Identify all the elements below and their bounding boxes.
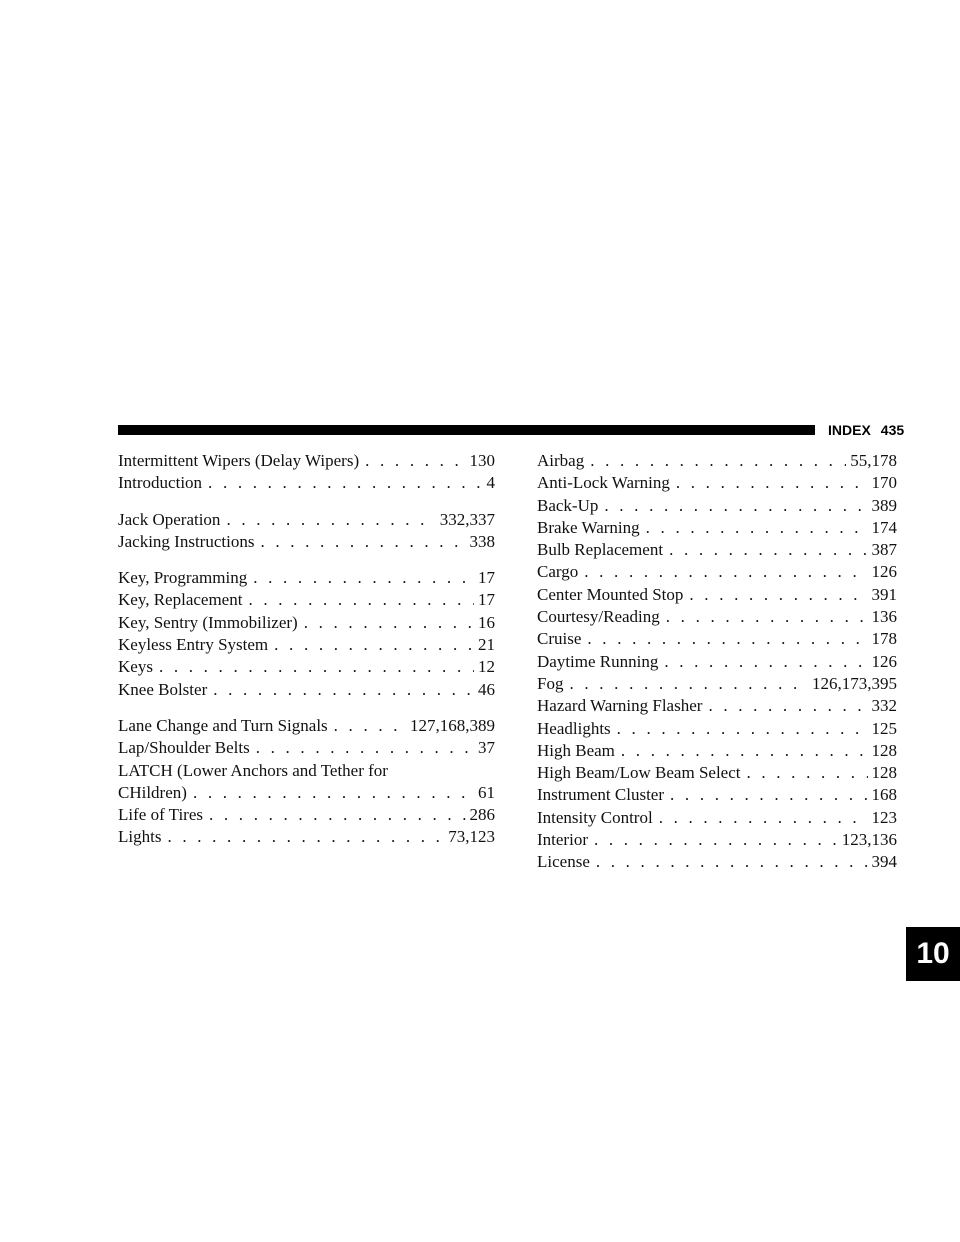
index-page-ref: 123 xyxy=(871,807,897,827)
index-term: Instrument Cluster xyxy=(537,785,665,805)
index-term: Jacking Instructions xyxy=(118,531,255,551)
dot-leader xyxy=(209,804,466,826)
running-header xyxy=(828,420,904,440)
index-entry xyxy=(537,784,897,806)
dot-leader xyxy=(669,539,867,561)
index-term: Keyless Entry System xyxy=(118,635,269,655)
index-term: Anti-Lock Warning xyxy=(537,473,670,493)
dot-leader xyxy=(670,784,867,806)
index-term: CHildren) xyxy=(118,782,187,802)
index-term: Daytime Running xyxy=(537,651,659,671)
index-entry xyxy=(118,472,495,494)
index-term: Cargo xyxy=(537,562,579,582)
index-term: Lap/Shoulder Belts xyxy=(118,738,250,758)
dot-leader xyxy=(604,495,867,517)
index-term: Jack Operation xyxy=(118,509,221,529)
index-term: Interior xyxy=(537,830,588,850)
index-page-ref: 332,337 xyxy=(439,509,495,529)
index-term: Center Mounted Stop xyxy=(537,584,684,604)
index-page-ref: 21 xyxy=(478,635,495,655)
index-entry xyxy=(537,606,897,628)
index-term: Back-Up xyxy=(537,495,599,515)
index-entry xyxy=(537,695,897,717)
index-page-ref: 168 xyxy=(871,785,897,805)
index-term: Life of Tires xyxy=(118,805,203,825)
index-page-ref: 332 xyxy=(871,696,897,716)
index-term: Brake Warning xyxy=(537,517,640,537)
dot-leader xyxy=(213,679,474,701)
index-entry xyxy=(537,584,897,606)
dot-leader xyxy=(193,782,474,804)
index-page-ref: 12 xyxy=(478,657,495,677)
index-page-ref: 17 xyxy=(478,568,495,588)
index-entry xyxy=(537,740,897,762)
index-entry xyxy=(118,782,495,804)
index-page-ref: 46 xyxy=(478,679,495,699)
index-page-ref: 123,136 xyxy=(841,830,897,850)
index-entry xyxy=(118,679,495,701)
index-entry xyxy=(537,539,897,561)
dot-leader xyxy=(334,715,406,737)
dot-leader xyxy=(274,634,474,656)
index-term: Key, Programming xyxy=(118,568,248,588)
index-page-ref: 136 xyxy=(871,607,897,627)
dot-leader xyxy=(664,651,867,673)
index-entry xyxy=(118,509,495,531)
index-entry xyxy=(118,567,495,589)
dot-leader xyxy=(587,628,867,650)
index-page-ref: 128 xyxy=(871,763,897,783)
index-term: Knee Bolster xyxy=(118,679,208,699)
dot-leader xyxy=(208,472,482,494)
dot-leader xyxy=(260,531,465,553)
group-spacer xyxy=(118,701,495,715)
index-entry xyxy=(537,829,897,851)
dot-leader xyxy=(666,606,868,628)
index-term: Key, Sentry (Immobilizer) xyxy=(118,612,298,632)
index-entry xyxy=(537,807,897,829)
index-page-ref: 125 xyxy=(871,718,897,738)
index-page-ref: 55,178 xyxy=(850,451,897,470)
index-page-ref: 128 xyxy=(871,740,897,760)
index-page-ref: 389 xyxy=(871,495,897,515)
index-term: Hazard Warning Flasher xyxy=(537,696,703,716)
index-entry xyxy=(537,517,897,539)
group-spacer xyxy=(118,553,495,567)
index-page-ref: 130 xyxy=(469,451,495,470)
index-term: Cruise xyxy=(537,629,582,649)
index-page-ref: 126,173,395 xyxy=(812,673,897,693)
index-page-ref: 17 xyxy=(478,590,495,610)
index-term: Keys xyxy=(118,657,153,677)
index-entry xyxy=(118,589,495,611)
index-page-ref: 174 xyxy=(871,517,897,537)
index-entry xyxy=(118,715,495,737)
index-page-ref: 170 xyxy=(871,473,897,493)
index-page-ref: 391 xyxy=(871,584,897,604)
dot-leader xyxy=(253,567,474,589)
index-term: High Beam xyxy=(537,740,615,760)
index-entry xyxy=(537,673,897,695)
index-entry xyxy=(118,531,495,553)
index-entry xyxy=(537,651,897,673)
dot-leader xyxy=(256,737,474,759)
index-page-ref: 127,168,389 xyxy=(410,715,495,735)
header-rule xyxy=(118,425,815,435)
page-number: 435 xyxy=(880,422,905,438)
dot-leader xyxy=(226,509,435,531)
dot-leader xyxy=(708,695,867,717)
index-page-ref: 387 xyxy=(871,540,897,560)
dot-leader xyxy=(596,851,868,873)
index-entry xyxy=(537,450,897,472)
index-term: High Beam/Low Beam Select xyxy=(537,763,741,783)
index-entry xyxy=(118,826,495,848)
index-entry xyxy=(118,737,495,759)
dot-leader xyxy=(304,612,474,634)
index-term: Intensity Control xyxy=(537,807,653,827)
index-page-ref: 338 xyxy=(469,531,495,551)
index-page-ref: 4 xyxy=(486,473,495,493)
index-term: License xyxy=(537,852,590,872)
index-term: Airbag xyxy=(537,451,585,470)
index-page-ref: 286 xyxy=(469,805,495,825)
section-title: INDEX xyxy=(828,422,871,438)
index-page-ref: 61 xyxy=(478,782,495,802)
index-term: Introduction xyxy=(118,473,203,493)
index-term: Fog xyxy=(537,673,564,693)
index-page-ref: 37 xyxy=(478,738,495,758)
index-entry xyxy=(537,762,897,784)
index-term: Bulb Replacement xyxy=(537,540,664,560)
index-entry xyxy=(537,472,897,494)
index-entry xyxy=(537,495,897,517)
index-term: Headlights xyxy=(537,718,611,738)
index-entry xyxy=(537,851,897,873)
index-entry xyxy=(118,450,495,472)
index-column-right xyxy=(537,450,897,874)
index-term: Lane Change and Turn Signals xyxy=(118,715,328,735)
dot-leader xyxy=(646,517,868,539)
dot-leader xyxy=(584,561,867,583)
index-term: LATCH (Lower Anchors and Tether for xyxy=(118,760,388,780)
index-entry xyxy=(118,634,495,656)
index-page-ref: 394 xyxy=(871,852,897,872)
index-entry xyxy=(537,561,897,583)
index-term: Lights xyxy=(118,827,162,847)
index-entry xyxy=(118,760,495,782)
index-entry xyxy=(537,628,897,650)
dot-leader xyxy=(590,450,846,472)
dot-leader xyxy=(159,656,474,678)
index-page-ref: 126 xyxy=(871,562,897,582)
index-entry xyxy=(118,612,495,634)
index-page-ref: 16 xyxy=(478,612,495,632)
dot-leader xyxy=(659,807,868,829)
dot-leader xyxy=(746,762,867,784)
dot-leader xyxy=(365,450,465,472)
dot-leader xyxy=(617,718,868,740)
dot-leader xyxy=(689,584,867,606)
index-entry xyxy=(118,656,495,678)
index-column-left xyxy=(118,450,495,849)
dot-leader xyxy=(676,472,868,494)
chapter-number: 10 xyxy=(916,937,950,970)
index-term: Key, Replacement xyxy=(118,590,243,610)
index-page-ref: 126 xyxy=(871,651,897,671)
index-page-ref: 73,123 xyxy=(448,827,495,847)
dot-leader xyxy=(569,673,808,695)
group-spacer xyxy=(118,495,495,509)
dot-leader xyxy=(248,589,474,611)
index-entry xyxy=(537,718,897,740)
chapter-tab xyxy=(906,927,960,981)
dot-leader xyxy=(167,826,444,848)
dot-leader xyxy=(621,740,868,762)
index-term: Intermittent Wipers (Delay Wipers) xyxy=(118,451,360,470)
index-term: Courtesy/Reading xyxy=(537,607,660,627)
index-entry xyxy=(118,804,495,826)
dot-leader xyxy=(594,829,838,851)
index-page-ref: 178 xyxy=(871,629,897,649)
